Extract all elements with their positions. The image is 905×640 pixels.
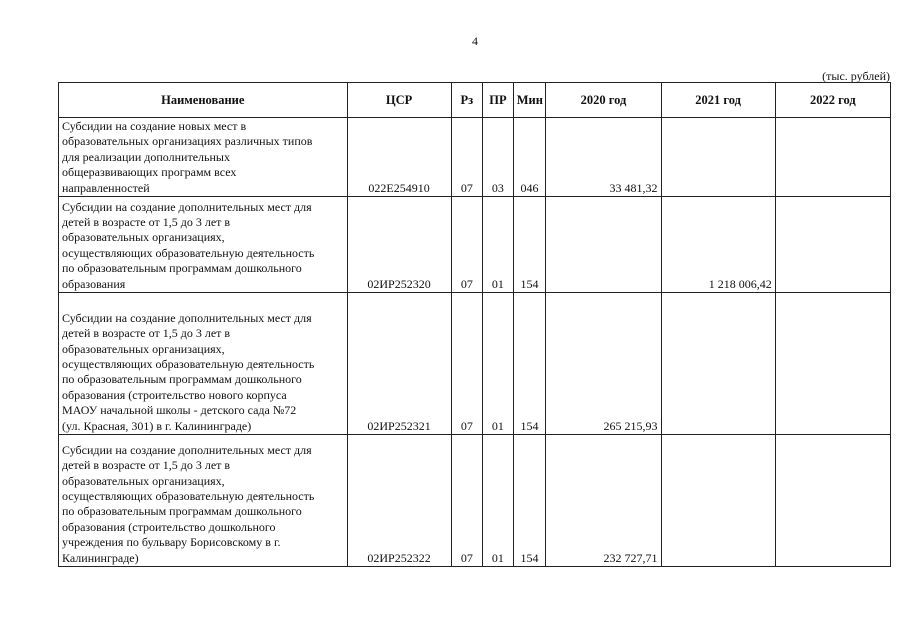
row-csr: 022E254910 [347, 118, 451, 197]
budget-table [58, 82, 891, 567]
row-2020: 232 727,71 [546, 435, 661, 567]
row-2022 [775, 197, 890, 293]
row-2022 [775, 435, 890, 567]
row-2021: 1 218 006,42 [661, 197, 775, 293]
row-min: 154 [513, 435, 546, 567]
table-row [59, 197, 891, 293]
row-rz: 07 [451, 197, 483, 293]
row-pr: 03 [483, 118, 514, 197]
header-min: Мин [513, 83, 546, 118]
row-name: Субсидии на создание дополнительных мест для детей в возрасте от 1,5 до 3 лет в образовательных организациях, осуществляющих образовательную деятельность по образовательным программам дошкольного образования [59, 197, 348, 293]
row-csr: 02ИР252321 [347, 293, 451, 435]
table-row [59, 435, 891, 567]
row-pr: 01 [483, 435, 514, 567]
row-min: 046 [513, 118, 546, 197]
header-2022: 2022 год [775, 83, 890, 118]
row-2020 [546, 197, 661, 293]
row-name: Субсидии на создание дополнительных мест для детей в возрасте от 1,5 до 3 лет в образовательных организациях, осуществляющих образовательную деятельность по образовательным программам дошкольного образования (строительство дошкольного учреждения по бульвару Борисовскому в г. Калининграде) [59, 435, 348, 567]
header-2020: 2020 год [546, 83, 661, 118]
table-header-row [59, 83, 891, 118]
row-name: Субсидии на создание новых мест в образовательных организациях различных типов для реализации дополнительных общеразвивающих программ всех направленностей [59, 118, 348, 197]
row-2020: 33 481,32 [546, 118, 661, 197]
row-name: Субсидии на создание дополнительных мест для детей в возрасте от 1,5 до 3 лет в образовательных организациях, осуществляющих образовательную деятельность по образовательным программам дошкольного образования (строительство нового корпуса МАОУ начальной школы - детского сада №72 (ул. Красная, 301) в г. Калининграде) [59, 293, 348, 435]
header-2021: 2021 год [661, 83, 775, 118]
row-2022 [775, 118, 890, 197]
row-min: 154 [513, 293, 546, 435]
header-name: Наименование [59, 83, 348, 118]
row-rz: 07 [451, 435, 483, 567]
row-2021 [661, 118, 775, 197]
table-row [59, 293, 891, 435]
header-csr: ЦСР [347, 83, 451, 118]
row-2021 [661, 435, 775, 567]
row-rz: 07 [451, 118, 483, 197]
page-number: 4 [472, 34, 478, 48]
row-2020: 265 215,93 [546, 293, 661, 435]
row-csr: 02ИР252320 [347, 197, 451, 293]
header-rz: Рз [451, 83, 483, 118]
row-min: 154 [513, 197, 546, 293]
table-row [59, 118, 891, 197]
row-pr: 01 [483, 197, 514, 293]
row-csr: 02ИР252322 [347, 435, 451, 567]
header-pr: ПР [483, 83, 514, 118]
row-pr: 01 [483, 293, 514, 435]
row-2022 [775, 293, 890, 435]
units-note: (тыс. рублей) [822, 69, 890, 83]
row-rz: 07 [451, 293, 483, 435]
row-2021 [661, 293, 775, 435]
